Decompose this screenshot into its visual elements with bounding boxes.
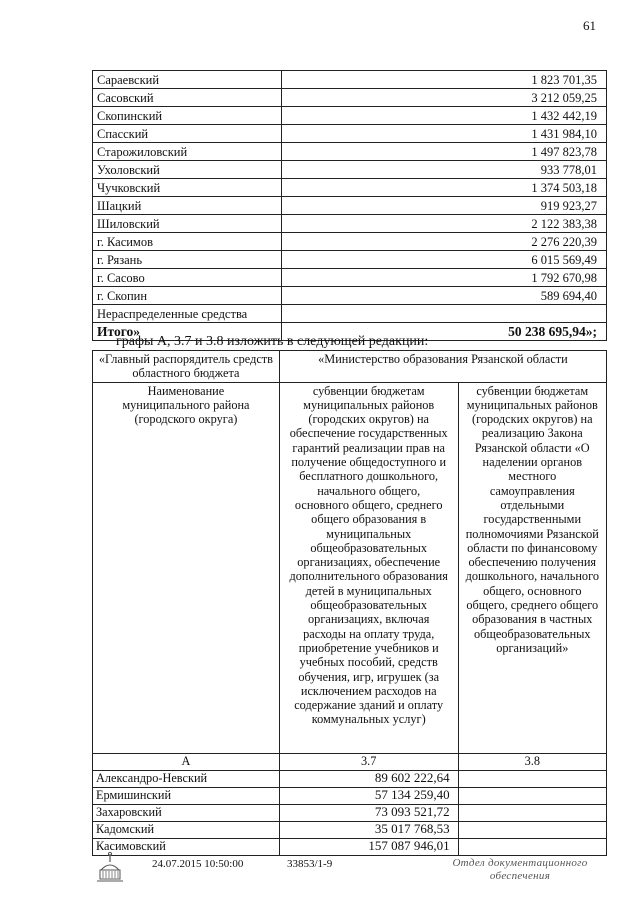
table-row [93, 770, 607, 787]
district-name: Кадомский [93, 821, 280, 838]
table-row [93, 233, 607, 251]
table-row [93, 251, 607, 269]
stamp-line-2: обеспечения [489, 870, 551, 882]
column-numbers-row [93, 753, 607, 770]
table-row [93, 804, 607, 821]
table-row [93, 179, 607, 197]
district-name: Шиловский [93, 215, 282, 233]
table-row [93, 125, 607, 143]
district-name: Ермишинский [93, 787, 280, 804]
allocation-table [92, 70, 607, 341]
district-name: г. Касимов [93, 233, 282, 251]
total-amount: 50 238 695,94»; [282, 323, 607, 341]
table-row [93, 71, 607, 89]
ministry-label: «Министерство образования Рязанской области [279, 351, 606, 383]
stamp-line-1: Отдел документационного [452, 857, 588, 869]
amount-3-7: 73 093 521,72 [279, 804, 458, 821]
district-amount [282, 305, 607, 323]
district-name: Сасовский [93, 89, 282, 107]
page-number: 61 [583, 18, 596, 33]
table-row [93, 143, 607, 161]
district-amount: 6 015 569,49 [282, 251, 607, 269]
district-amount: 2 122 383,38 [282, 215, 607, 233]
amount-3-7: 35 017 768,53 [279, 821, 458, 838]
chief-administrator-label: «Главный распорядитель средств областного бюджета [93, 351, 280, 383]
district-amount: 589 694,40 [282, 287, 607, 305]
district-amount: 1 497 823,78 [282, 143, 607, 161]
col-label-37: 3.7 [279, 753, 458, 770]
table-row [93, 215, 607, 233]
district-name: Александро-Невский [93, 770, 280, 787]
district-amount: 1 374 503,18 [282, 179, 607, 197]
amount-3-8 [458, 838, 606, 855]
district-name: г. Рязань [93, 251, 282, 269]
table-row [93, 287, 607, 305]
district-amount: 1 431 984,10 [282, 125, 607, 143]
duma-emblem-icon [92, 850, 128, 886]
district-name: Захаровский [93, 804, 280, 821]
header-row-2 [93, 382, 607, 753]
header-row-1 [93, 351, 607, 383]
district-name: Нераспределенные средства [93, 305, 282, 323]
table-row [93, 107, 607, 125]
district-name: Сараевский [93, 71, 282, 89]
instruction-text: графы А, 3.7 и 3.8 изложить в следующей редакции: [116, 334, 429, 349]
district-amount: 933 778,01 [282, 161, 607, 179]
amount-3-7: 89 602 222,64 [279, 770, 458, 787]
table-row [93, 89, 607, 107]
district-amount: 919 923,27 [282, 197, 607, 215]
district-name: Чучковский [93, 179, 282, 197]
table-row [93, 161, 607, 179]
table-row [93, 787, 607, 804]
district-name: Ухоловский [93, 161, 282, 179]
footer-datetime: 24.07.2015 10:50:00 [152, 858, 244, 870]
district-amount: 3 212 059,25 [282, 89, 607, 107]
col-38-header: субвенции бюджетам муниципальных районов (городских округов) на реализацию Закона Рязанской области «О наделении органов местного самоуправления отдельными государственными полномочиями Рязанской области по финансовому обеспечению получения дошкольного, начального общего, основного общего, среднего общего образования в частных общеобразовательных организаций» [458, 382, 606, 753]
district-name: Касимовский [93, 838, 280, 855]
table-row [93, 821, 607, 838]
district-name: Старожиловский [93, 143, 282, 161]
amount-3-8 [458, 804, 606, 821]
amount-3-8 [458, 821, 606, 838]
table-row [93, 305, 607, 323]
district-name: г. Скопин [93, 287, 282, 305]
district-amount: 1 792 670,98 [282, 269, 607, 287]
district-amount: 2 276 220,39 [282, 233, 607, 251]
col-label-a: А [93, 753, 280, 770]
table-row [93, 838, 607, 855]
department-stamp [440, 857, 600, 883]
amount-3-7: 157 087 946,01 [279, 838, 458, 855]
col-a-header: Наименование муниципального района (городского округа) [93, 382, 280, 753]
district-name: Шацкий [93, 197, 282, 215]
table-row [93, 269, 607, 287]
amount-3-8 [458, 770, 606, 787]
district-amount: 1 432 442,19 [282, 107, 607, 125]
table-row [93, 197, 607, 215]
total-label: Итого» [93, 323, 282, 341]
col-label-38: 3.8 [458, 753, 606, 770]
district-name: г. Сасово [93, 269, 282, 287]
footer-doc-code: 33853/1-9 [287, 858, 333, 870]
district-amount: 1 823 701,35 [282, 71, 607, 89]
amount-3-8 [458, 787, 606, 804]
col-37-header: субвенции бюджетам муниципальных районов (городских округов) на обеспечение государственных гарантий реализации прав на получение общедоступного и бесплатного дошкольного, начального общего, основного общего, среднего общего образования в муниципальных общеобразовательных организациях, обеспечение дополнительного образования детей в муниципальных общеобразовательных организациях, включая расходы на оплату труда, приобретение учебников и учебных пособий, средств обучения, игр, игрушек (за исключением расходов на содержание зданий и оплату коммунальных услуг) [279, 382, 458, 753]
subvention-table [92, 350, 607, 856]
amount-3-7: 57 134 259,40 [279, 787, 458, 804]
district-name: Спасский [93, 125, 282, 143]
district-name: Скопинский [93, 107, 282, 125]
